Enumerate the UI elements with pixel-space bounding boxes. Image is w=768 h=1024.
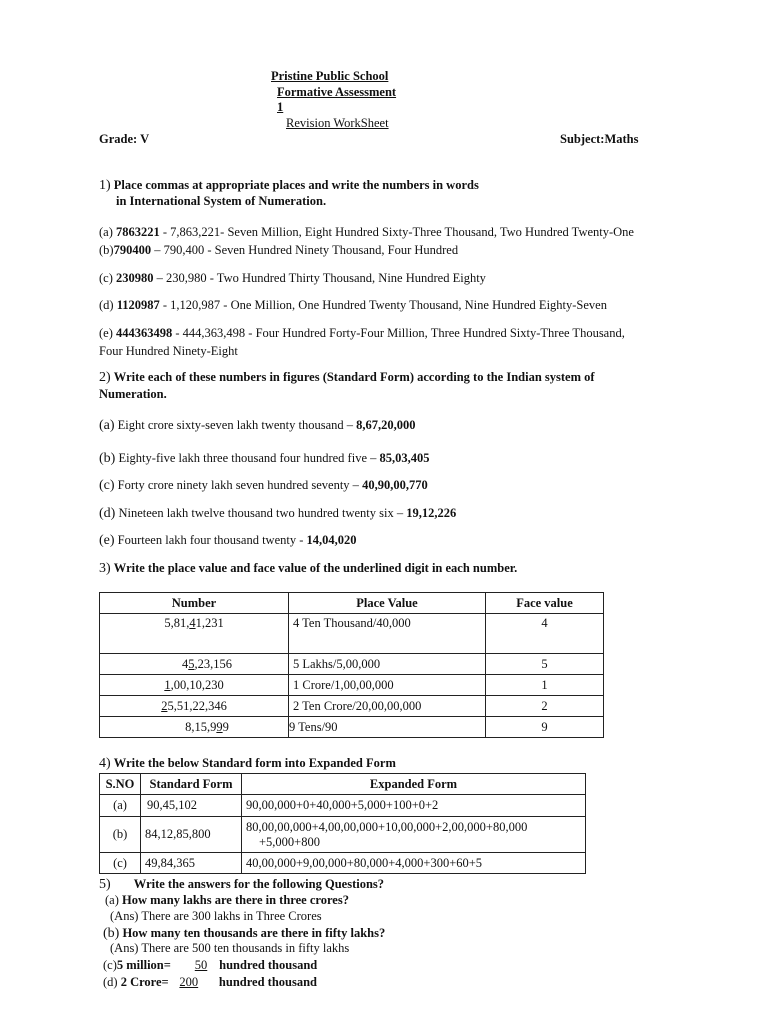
q1-heading	[99, 178, 479, 194]
item-answer: - 444,363,498 - Four Hundred Forty-Four Million, Three Hundred Sixty-Three Thousand,	[172, 326, 625, 340]
answer-blank: 50	[194, 958, 208, 972]
q4-text: Write the below Standard form into Expanded Form	[113, 756, 396, 770]
item-label: (a)	[99, 225, 113, 239]
item-label: (e)	[99, 326, 113, 340]
standard-form-cell: 84,12,85,800	[141, 817, 242, 853]
q5-item-c	[103, 958, 317, 973]
item-label: (c)	[99, 478, 115, 493]
table-row	[100, 717, 604, 738]
q3-number: 3)	[99, 561, 111, 576]
expanded-form-cell: 80,00,00,000+4,00,00,000+10,00,000+2,00,000+80,000 +5,000+800	[242, 817, 586, 853]
item-number: 790400	[113, 243, 152, 257]
grade-label: Grade: V	[99, 132, 150, 146]
table-row	[100, 675, 604, 696]
item-label: (b)	[99, 451, 116, 466]
item-label: (c)	[99, 271, 113, 285]
q5-answer-a: (Ans) There are 300 lakhs in Three Crores	[110, 909, 322, 923]
sno-cell: (b)	[100, 817, 141, 853]
item-answer: – 230,980 - Two Hundred Thirty Thousand, Nine Hundred Eighty	[153, 271, 486, 285]
sno-cell: (a)	[100, 795, 141, 817]
item-answer: 40,90,00,770	[362, 478, 428, 492]
item-label: (d)	[99, 506, 116, 521]
q2-number: 2)	[99, 370, 111, 385]
place-value-cell: 2 Ten Crore/20,00,00,000	[289, 696, 486, 717]
item-answer: 14,04,020	[306, 533, 357, 547]
school-name: Pristine Public School	[271, 69, 389, 83]
q1-item-c	[99, 271, 486, 286]
item-label: (e)	[99, 533, 115, 548]
q2-text-line1: Write each of these numbers in figures (Standard Form) according to the Indian system of	[113, 370, 595, 384]
q5-text: Write the answers for the following Questions?	[133, 877, 385, 891]
table-row	[100, 817, 586, 853]
q4-heading	[99, 756, 396, 772]
face-value-cell: 4	[486, 614, 604, 654]
item-question: 5 million=	[116, 958, 171, 972]
item-answer: 19,12,226	[406, 506, 457, 520]
item-question: 2 Crore=	[120, 975, 169, 989]
q1-text-line1: Place commas at appropriate places and write the numbers in words	[113, 178, 479, 192]
table-header-row	[100, 593, 604, 614]
q1-number: 1)	[99, 178, 111, 193]
q5-item-d	[103, 975, 317, 990]
expanded-form-cell: 90,00,000+0+40,000+5,000+100+0+2	[242, 795, 586, 817]
q3-heading	[99, 561, 517, 577]
place-value-cell: 4 Ten Thousand/40,000	[289, 614, 486, 654]
assessment-title: Formative Assessment	[277, 85, 397, 99]
q2-item-d	[99, 506, 456, 522]
number-cell: 45,23,156	[100, 654, 289, 675]
item-tail: hundred thousand	[219, 958, 318, 972]
table-row	[100, 696, 604, 717]
face-value-cell: 2	[486, 696, 604, 717]
q1-item-e	[99, 326, 625, 341]
face-value-cell: 1	[486, 675, 604, 696]
q4-number: 4)	[99, 756, 111, 771]
item-tail: hundred thousand	[218, 975, 318, 989]
q2-item-e	[99, 533, 357, 549]
face-value-cell: 5	[486, 654, 604, 675]
q1-text-line2: in International System of Numeration.	[116, 194, 327, 208]
number-cell: 25,51,22,346	[100, 696, 289, 717]
expanded-form-cell: 40,00,000+9,00,000+80,000+4,000+300+60+5	[242, 853, 586, 874]
item-label: (b)	[103, 926, 120, 941]
item-question: How many lakhs are there in three crores?	[122, 893, 349, 907]
q1-item-b	[99, 243, 458, 258]
place-value-cell: 9 Tens/90	[289, 717, 486, 738]
table-header-row	[100, 774, 586, 795]
item-answer: 8,67,20,000	[356, 418, 416, 432]
q5-item-b	[103, 926, 385, 942]
standard-form-cell: 90,45,102	[141, 795, 242, 817]
q2-text-line2: Numeration.	[99, 387, 167, 401]
place-value-cell: 5 Lakhs/5,00,000	[289, 654, 486, 675]
face-value-cell: 9	[486, 717, 604, 738]
header-standard-form: Standard Form	[141, 774, 242, 795]
number-cell: 8,15,999	[100, 717, 289, 738]
q5-number: 5)	[99, 877, 111, 892]
q1-item-a	[99, 225, 634, 240]
header-sno: S.NO	[100, 774, 141, 795]
q2-heading	[99, 370, 595, 386]
item-text: Nineteen lakh twelve thousand two hundred twenty six –	[118, 506, 407, 520]
item-label: (c)	[103, 958, 117, 972]
item-number: 1120987	[116, 298, 160, 312]
table-row	[100, 853, 586, 874]
item-label: (b)	[99, 243, 114, 257]
item-text: Fourteen lakh four thousand twenty -	[117, 533, 307, 547]
item-label: (a)	[99, 418, 115, 433]
item-text: Eighty-five lakh three thousand four hundred five –	[118, 451, 380, 465]
place-value-table	[99, 592, 604, 738]
q2-item-c	[99, 478, 428, 494]
q2-item-b	[99, 451, 430, 467]
item-answer: 85,03,405	[379, 451, 430, 465]
item-answer: - 1,120,987 - One Million, One Hundred Twenty Thousand, Nine Hundred Eighty-Seven	[159, 298, 607, 312]
number-cell: 1,00,10,230	[100, 675, 289, 696]
table-row	[100, 654, 604, 675]
table-row	[100, 795, 586, 817]
q3-text: Write the place value and face value of the underlined digit in each number.	[113, 561, 518, 575]
assessment-number: 1	[277, 100, 284, 114]
item-text: Forty crore ninety lakh seven hundred seventy –	[117, 478, 363, 492]
item-text: Eight crore sixty-seven lakh twenty thousand –	[117, 418, 357, 432]
item-label: (d)	[99, 298, 114, 312]
subject-label: Subject:Maths	[560, 132, 639, 146]
item-number: 230980	[116, 271, 154, 285]
expanded-form-table	[99, 773, 586, 874]
answer-blank: 200	[179, 975, 199, 989]
header-expanded-form: Expanded Form	[242, 774, 586, 795]
q2-item-a	[99, 418, 416, 434]
item-label: (a)	[105, 893, 119, 907]
q5-heading	[99, 877, 384, 893]
q1-item-d	[99, 298, 607, 313]
item-label: (d)	[103, 975, 118, 989]
sno-cell: (c)	[100, 853, 141, 874]
table-row	[100, 614, 604, 654]
header-place-value: Place Value	[289, 593, 486, 614]
header-face-value: Face value	[486, 593, 604, 614]
item-question: How many ten thousands are there in fifty lakhs?	[122, 926, 386, 940]
number-cell: 5,81,41,231	[100, 614, 289, 654]
standard-form-cell: 49,84,365	[141, 853, 242, 874]
item-number: 7863221	[116, 225, 160, 239]
item-number: 444363498	[116, 326, 173, 340]
item-answer: - 7,863,221- Seven Million, Eight Hundred Sixty-Three Thousand, Two Hundred Twenty-One	[159, 225, 634, 239]
item-answer: – 790,400 - Seven Hundred Ninety Thousand, Four Hundred	[151, 243, 459, 257]
header-number: Number	[100, 593, 289, 614]
worksheet-title: Revision WorkSheet	[286, 116, 389, 130]
place-value-cell: 1 Crore/1,00,00,000	[289, 675, 486, 696]
q5-answer-b: (Ans) There are 500 ten thousands in fifty lakhs	[110, 941, 350, 955]
q1-item-e-continued: Four Hundred Ninety-Eight	[99, 344, 238, 358]
q5-item-a	[105, 893, 349, 908]
